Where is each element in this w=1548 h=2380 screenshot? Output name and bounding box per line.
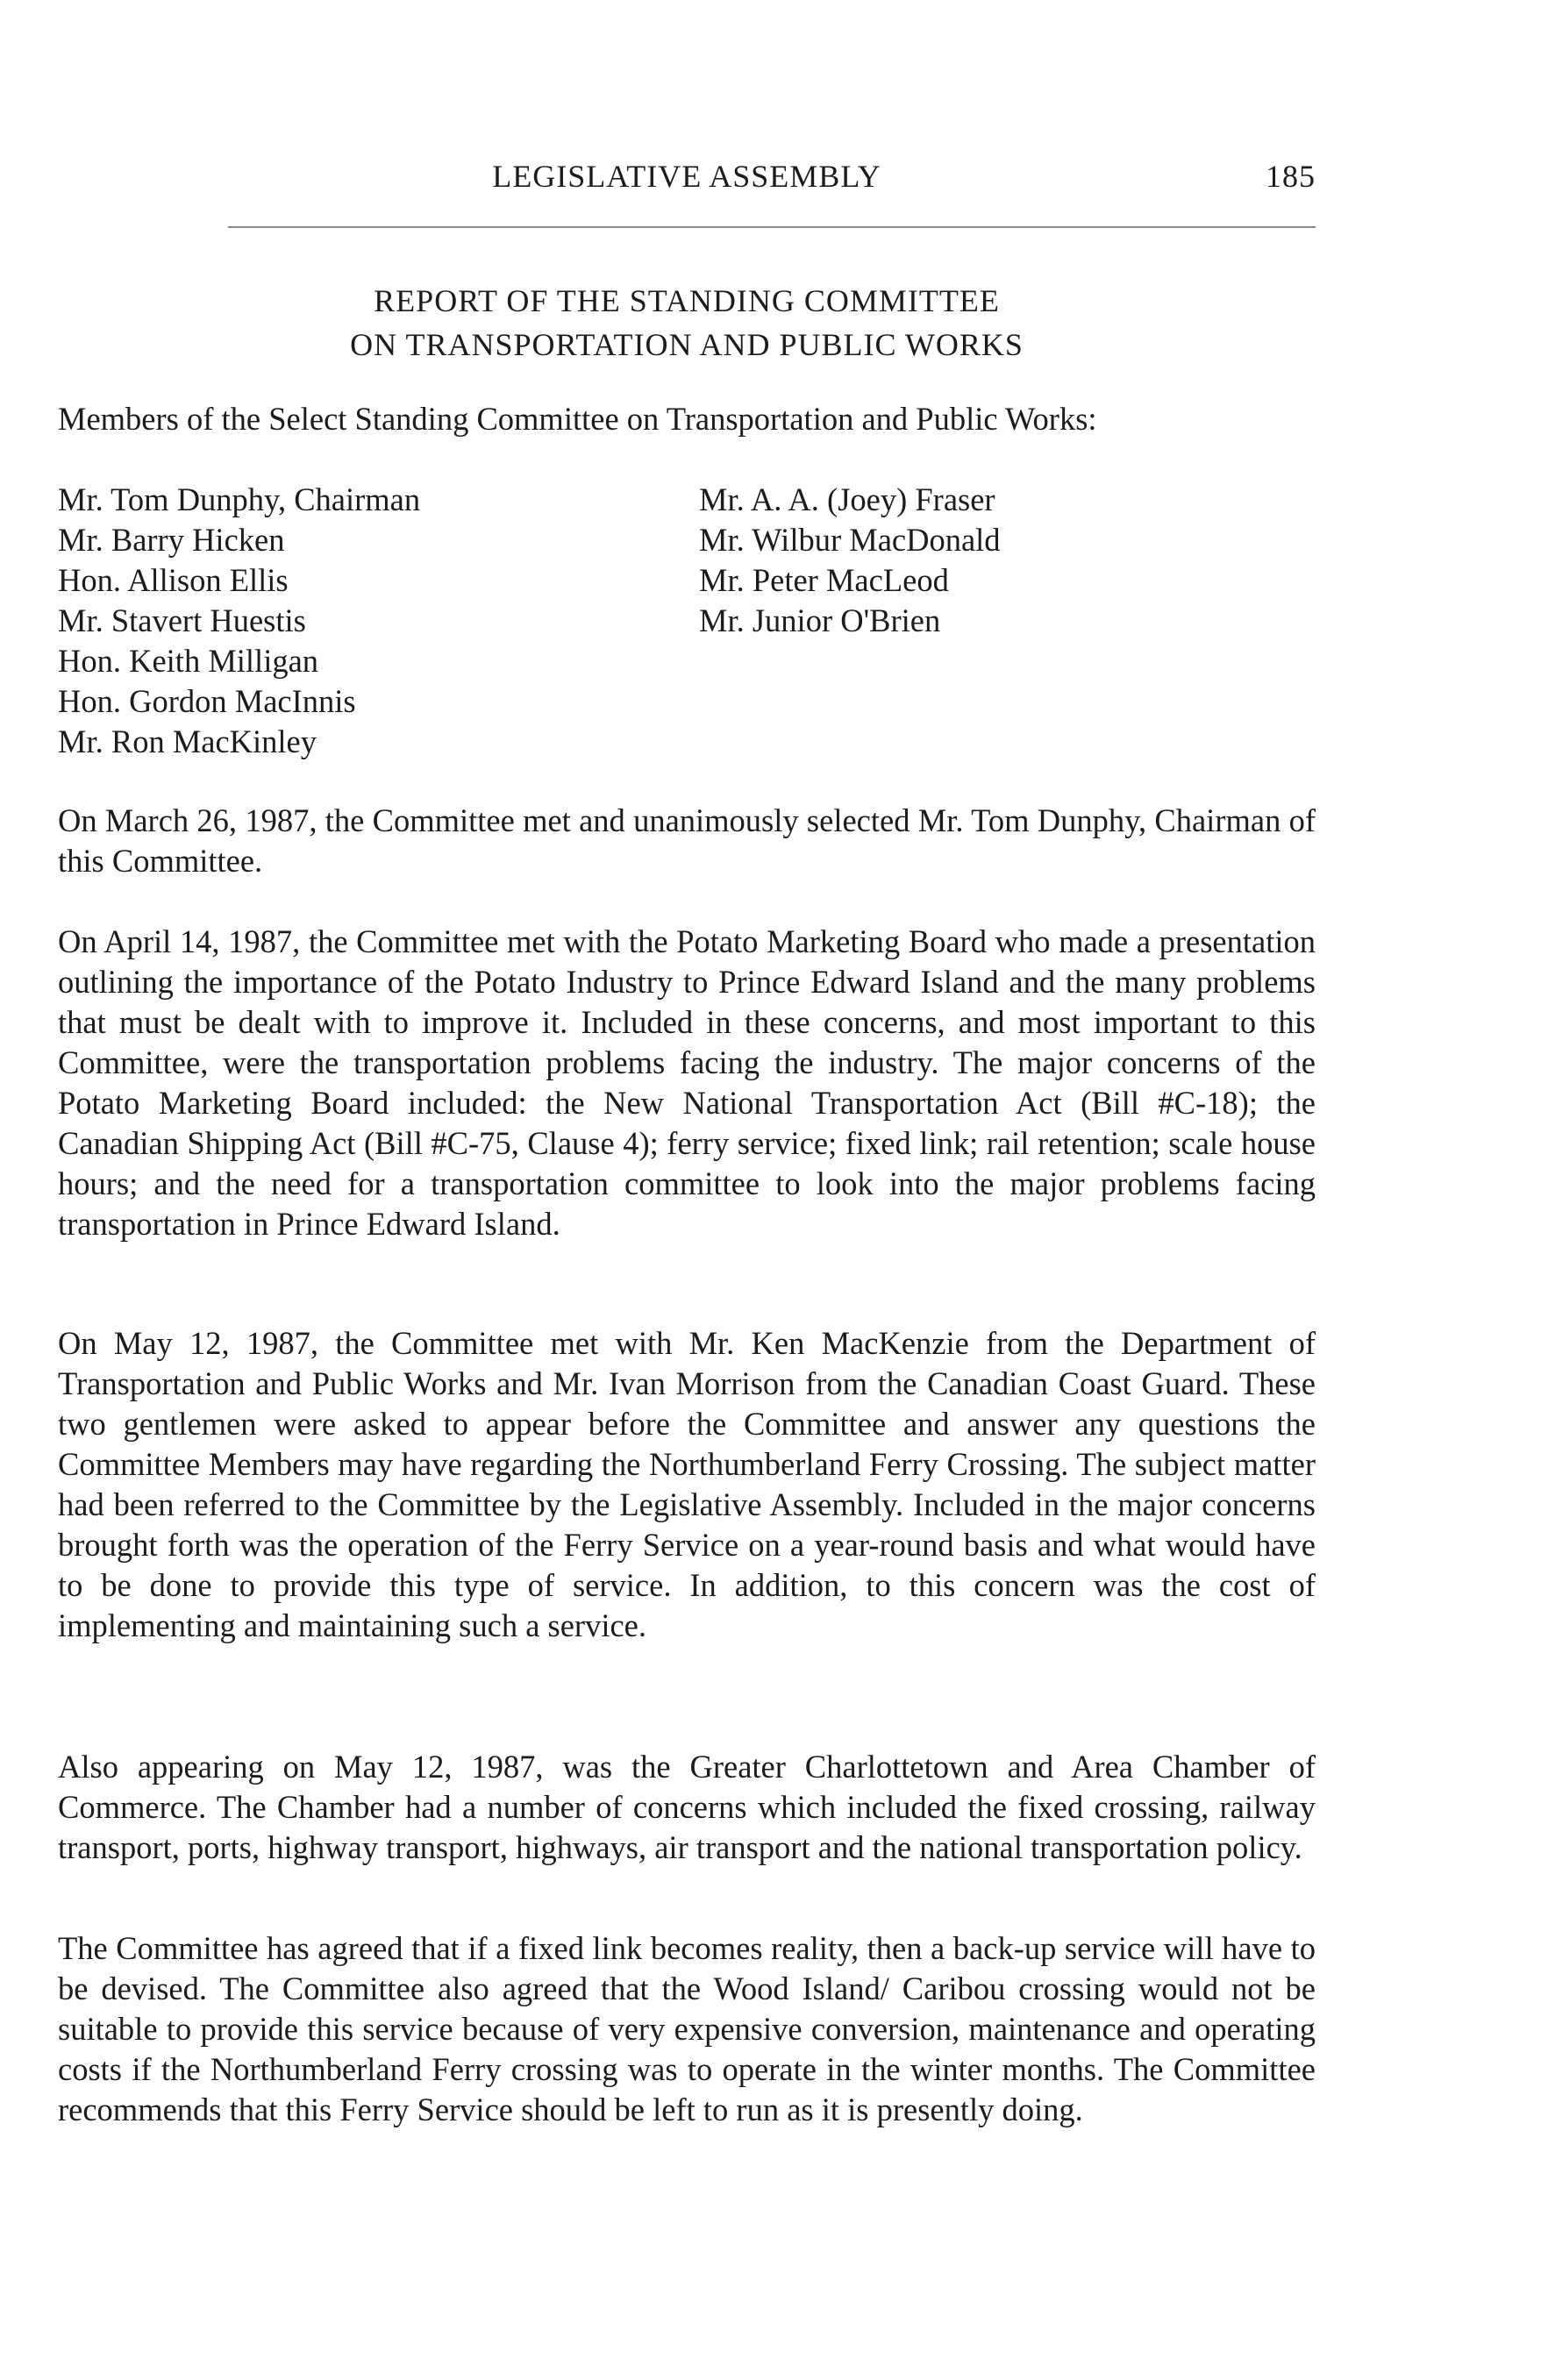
member-name: Mr. A. A. (Joey) Fraser (699, 481, 995, 517)
paragraph-ferry-crossing: On May 12, 1987, the Committee met with Mr. Ken MacKenzie from the Department of Transportation and Public Works and Mr. Ivan Morrison from the Canadian Coast Guard. These two gentlemen were asked to appear before the Committee and answer any questions the Committee Members may have regarding the Northumberland Ferry Crossing. The subject matter had been referred to the Committee by the Legislative Assembly. Included in the major concerns brought forth was the operation of the Ferry Service on a year-round basis and what would have to be done to provide this type of service. In addition, to this concern was the cost of implementing and maintaining such a service. (58, 1325, 1316, 1643)
running-head (58, 158, 1316, 202)
member-name: Mr. Ron MacKinley (58, 723, 317, 759)
report-title (58, 279, 1316, 367)
paragraph-chamber-of-commerce: Also appearing on May 12, 1987, was the Greater Charlottetown and Area Chamber of Commerce. The Chamber had a number of concerns which included the fixed crossing, railway transport, ports, highway transport, highways, air transport and the national transportation policy. (58, 1749, 1316, 1865)
page-number: 185 (1266, 159, 1316, 194)
paragraph-recommendation: The Committee has agreed that if a fixed link becomes reality, then a back-up service will have to be devised. The Committee also agreed that the Wood Island/ Caribou crossing would not be suitable to provide this service because of very expensive conversion, maintenance and operating costs if the Northumberland Ferry crossing was to operate in the winter months. The Committee recommends that this Ferry Service should be left to run as it is presently doing. (58, 1930, 1316, 2127)
member-name: Hon. Allison Ellis (58, 562, 289, 598)
member-name: Mr. Wilbur MacDonald (699, 522, 1001, 558)
member-name: Mr. Junior O'Brien (699, 602, 941, 638)
report-title-line-1: REPORT OF THE STANDING COMMITTEE (374, 283, 1000, 318)
member-name: Hon. Gordon MacInnis (58, 683, 356, 719)
header-rule (228, 226, 1316, 228)
members-list-right (699, 480, 1313, 641)
member-name: Mr. Tom Dunphy, Chairman (58, 481, 421, 517)
paragraph-chairman-selection: On March 26, 1987, the Committee met and unanimously selected Mr. Tom Dunphy, Chairman of this Committee. (58, 802, 1316, 879)
member-name: Mr. Peter MacLeod (699, 562, 949, 598)
member-name: Mr. Barry Hicken (58, 522, 285, 558)
running-head-title: LEGISLATIVE ASSEMBLY (492, 159, 881, 194)
paragraph-potato-board: On April 14, 1987, the Committee met with the Potato Marketing Board who made a presentation outlining the importance of the Potato Industry to Prince Edward Island and the many problems that must be dealt with to improve it. Included in these concerns, and most important to this Committee, were the transportation problems facing the industry. The major concerns of the Potato Marketing Board included: the New National Transportation Act (Bill #C-18); the Canadian Shipping Act (Bill #C-75, Clause 4); ferry service; fixed link; rail retention; scale house hours; and the need for a transportation committee to look into the major problems facing transportation in Prince Edward Island. (58, 923, 1316, 1242)
member-name: Mr. Stavert Huestis (58, 602, 306, 638)
members-intro: Members of the Select Standing Committee on Transportation and Public Works: (58, 401, 1097, 437)
members-list-left (58, 480, 672, 762)
member-name: Hon. Keith Milligan (58, 643, 319, 679)
report-title-line-2: ON TRANSPORTATION AND PUBLIC WORKS (350, 327, 1024, 362)
